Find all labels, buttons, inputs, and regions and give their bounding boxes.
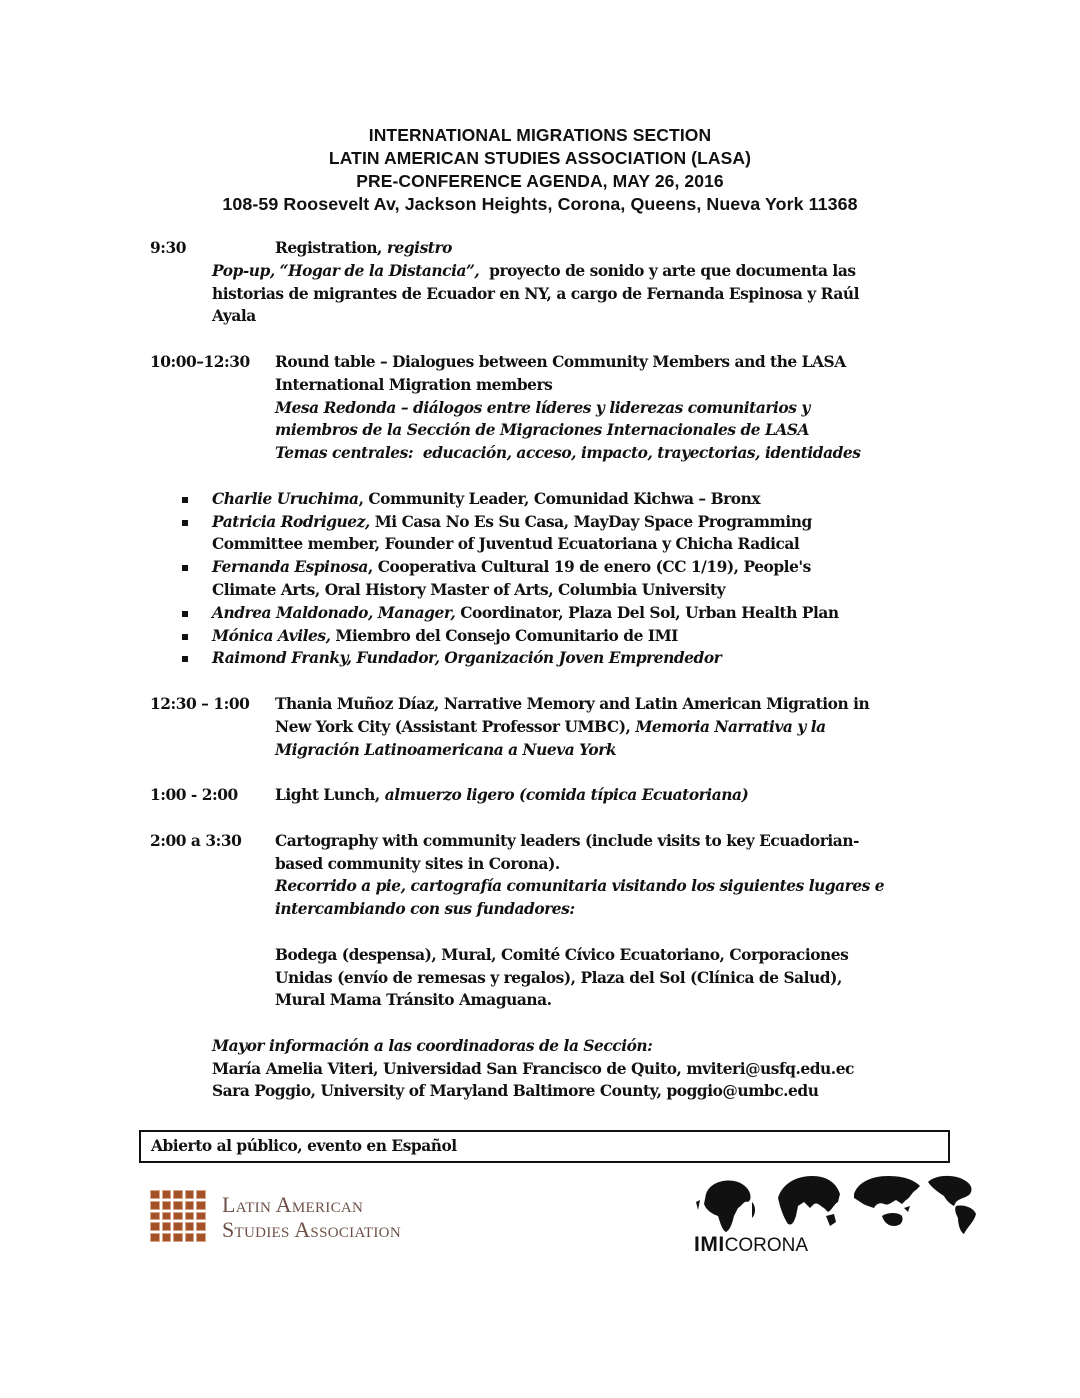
agenda-item-lunch <box>150 784 950 807</box>
lunch-title: Light Lunch, <box>275 786 385 805</box>
panelist-affiliation: , Cooperativa Cultural 19 de enero (CC 1/19), People's <box>367 558 811 577</box>
contact-person-1: María Amelia Viteri, Universidad San Francisco de Quito, mviteri@usfq.edu.ec <box>212 1059 854 1078</box>
bullet-icon <box>182 520 188 526</box>
public-notice-text: Abierto al público, evento en Español <box>151 1137 457 1155</box>
panelist-item <box>150 556 950 602</box>
contact-person-2: Sara Poggio, University of Maryland Baltimore County, poggio@umbc.edu <box>212 1082 819 1101</box>
imi-corona-logo <box>686 1172 980 1260</box>
round-table-themes: Temas centrales: educación, acceso, impacto, trayectorias, identidades <box>275 444 861 463</box>
panelist-name: Andrea Maldonado, Manager, <box>212 603 456 622</box>
lunch-spanish: almuerzo ligero (comida típica Ecuatoriana) <box>384 786 749 805</box>
lasa-logo <box>150 1188 450 1246</box>
panelist-affiliation: , Community Leader, Comunidad Kichwa – Bronx <box>358 489 761 508</box>
agenda <box>150 237 950 1103</box>
bullet-icon <box>182 634 188 640</box>
agenda-item-cartography <box>150 830 950 1012</box>
header-address: 108-59 Roosevelt Av, Jackson Heights, Corona, Queens, Nueva York 11368 <box>222 194 858 214</box>
cartography-title-line2: based community sites in Corona). <box>275 854 560 873</box>
keynote-title: Thania Muñoz Díaz, Narrative Memory and Latin American Migration in <box>275 694 870 713</box>
header-section-title: INTERNATIONAL MIGRATIONS SECTION <box>368 125 712 145</box>
contact-info <box>212 1035 950 1103</box>
round-table-title-line2: International Migration members <box>275 375 553 394</box>
sites-list-line2: Unidas (envío de remesas y regalos), Plaza del Sol (Clínica de Salud), <box>275 968 842 987</box>
popup-title: Pop-up, “Hogar de la Distancia”, <box>212 261 480 280</box>
header-association: LATIN AMERICAN STUDIES ASSOCIATION (LASA) <box>328 148 752 168</box>
document-header <box>0 124 1080 216</box>
bullet-icon <box>182 565 188 571</box>
popup-description <box>212 260 950 328</box>
agenda-item-round-table <box>150 351 950 465</box>
bullet-icon <box>182 611 188 617</box>
agenda-item-registration <box>150 237 950 328</box>
lasa-logo-line1: Latin American <box>222 1192 364 1217</box>
popup-text-line2: historias de migrantes de Ecuador en NY, a cargo de Fernanda Espinosa y Raúl <box>212 284 860 303</box>
panelist-affiliation-line2: Committee member, Founder of Juventud Ecuatoriana y Chicha Radical <box>212 535 800 554</box>
cartography-spanish: Recorrido a pie, cartografía comunitaria visitando los siguientes lugares e <box>275 877 885 896</box>
round-table-spanish-line2: miembros de la Sección de Migraciones Internacionales de LASA <box>275 421 810 440</box>
contact-heading: Mayor información a las coordinadoras de la Sección: <box>212 1036 653 1055</box>
imi-logo-bold: IMI <box>694 1233 725 1256</box>
panelist-affiliation-line2: Climate Arts, Oral History Master of Arts, Columbia University <box>212 580 726 599</box>
cartography-title: Cartography with community leaders (include visits to key Ecuadorian- <box>275 831 859 850</box>
bullet-icon <box>182 656 188 662</box>
sites-list: Bodega (despensa), Mural, Comité Cívico Ecuatoriano, Corporaciones <box>275 945 849 964</box>
round-table-spanish: Mesa Redonda – diálogos entre líderes y liderezas comunitarios y <box>275 398 810 417</box>
agenda-time: 2:00 a 3:30 <box>150 831 242 850</box>
round-table-title: Round table – Dialogues between Community Members and the LASA <box>275 352 846 371</box>
keynote-spanish: Memoria Narrativa y la <box>635 717 826 736</box>
header-agenda-date: PRE-CONFERENCE AGENDA, MAY 26, 2016 <box>356 171 724 191</box>
panelist-affiliation: Miembro del Consejo Comunitario de IMI <box>330 626 678 645</box>
globes-icon <box>686 1172 980 1236</box>
panelist-item <box>150 488 950 511</box>
lasa-logo-line2: Studies Association <box>222 1217 401 1242</box>
bullet-icon <box>182 497 188 503</box>
panelist-item <box>150 625 950 648</box>
panelist-name: Charlie Uruchima <box>212 489 359 508</box>
keynote-title-line2: New York City (Assistant Professor UMBC), <box>275 717 636 736</box>
panelist-affiliation: Coordinator, Plaza Del Sol, Urban Health Plan <box>455 603 839 622</box>
agenda-time: 9:30 <box>150 239 187 257</box>
cartography-spanish-line2: intercambiando con sus fundadores: <box>275 900 575 919</box>
keynote-spanish-line2: Migración Latinoamericana a Nueva York <box>275 740 617 759</box>
public-notice-box <box>139 1130 950 1163</box>
panelist-name: Raimond Franky, Fundador, Organización Joven Emprendedor <box>212 649 722 668</box>
panelist-list <box>150 488 950 670</box>
sites-list-line3: Mural Mama Tránsito Amaguana. <box>275 991 552 1010</box>
popup-text-line3: Ayala <box>212 307 256 326</box>
agenda-title-spanish: registro <box>386 239 452 257</box>
agenda-time: 10:00–12:30 <box>150 352 250 371</box>
popup-text: proyecto de sonido y arte que documenta las <box>479 261 856 280</box>
agenda-time: 12:30 – 1:00 <box>150 694 250 713</box>
agenda-time: 1:00 - 2:00 <box>150 786 238 805</box>
lasa-grid-icon <box>150 1190 206 1242</box>
imi-logo-light: CORONA <box>724 1235 809 1256</box>
panelist-item <box>150 511 950 557</box>
panelist-name: Fernanda Espinosa <box>212 558 368 577</box>
panelist-item <box>150 602 950 625</box>
agenda-item-keynote <box>150 693 950 761</box>
panelist-name: Patricia Rodriguez, <box>212 512 370 531</box>
panelist-name: Mónica Aviles, <box>212 626 331 645</box>
panelist-affiliation: Mi Casa No Es Su Casa, MayDay Space Programming <box>369 512 812 531</box>
panelist-item <box>150 647 950 670</box>
agenda-title: Registration, <box>275 239 387 257</box>
